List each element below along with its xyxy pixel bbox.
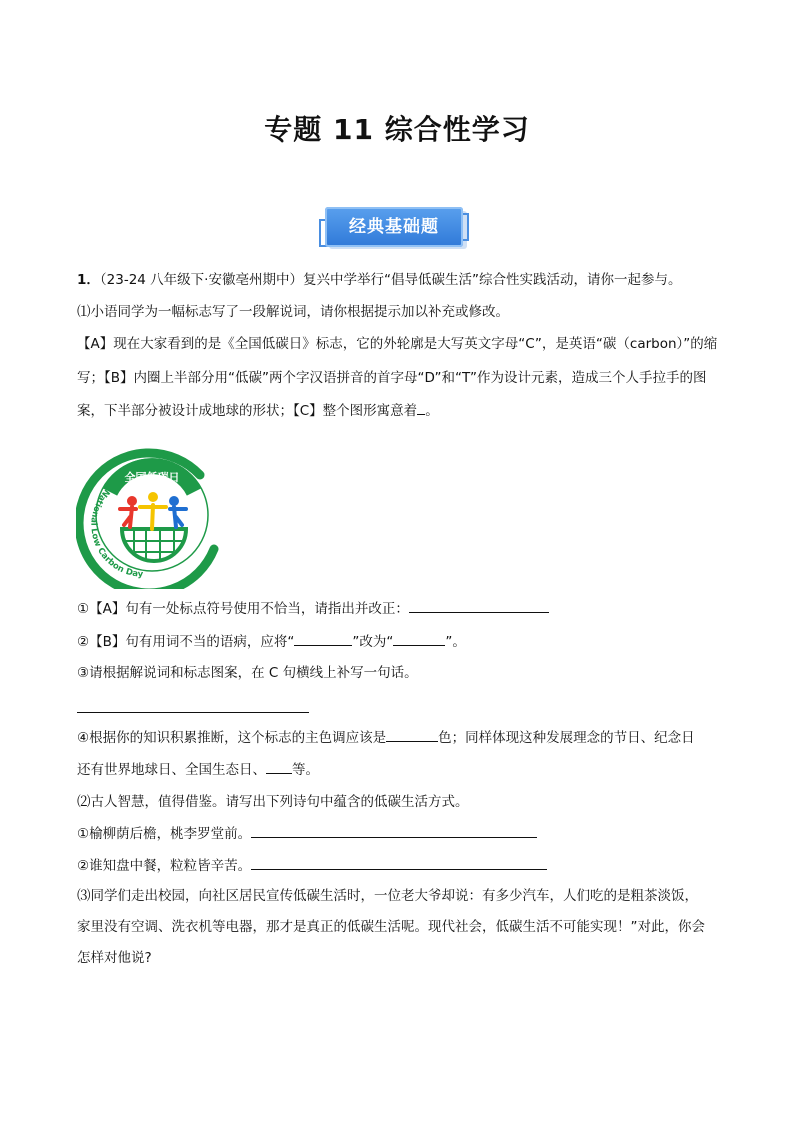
answer-blank-2a[interactable] [294,631,352,646]
person-yellow-icon [140,492,166,529]
question-1-stem [77,270,727,290]
sub-question-2 [77,631,727,652]
answer-line-3[interactable] [77,712,309,713]
section-badge [325,205,471,255]
answer-blank-4a[interactable] [386,727,438,742]
logo-top-text: 全国低碳日 [124,471,180,484]
passage-line-1: 【A】现在大家看到的是《全国低碳日》标志，它的外轮廓是大写英文字母“C”，是英语“碳（carbon）”的缩 [77,336,718,352]
answer-blank-part2a[interactable] [251,823,537,838]
part-1-intro: ⑴小语同学为一幅标志写了一段解说词，请你根据提示加以补充或修改。 [77,304,509,320]
sub-question-3: ③请根据解说词和标志图案，在 C 句横线上补写一句话。 [77,665,418,681]
person-red-icon [120,496,137,527]
sub-question-4-line-2 [77,759,727,780]
answer-blank-part2b[interactable] [251,855,547,870]
answer-blank-c[interactable] [417,400,425,415]
question-stem: 复兴中学举行“倡导低碳生活”综合性实践活动，请你一起参与。 [302,272,682,288]
answer-blank-2b[interactable] [393,631,445,646]
part-2-item-a [77,823,727,844]
sub-question-2-text-c: ”。 [445,634,466,650]
part-3-line-3: 怎样对他说? [77,950,152,966]
part-2-intro: ⑵古人智慧，值得借鉴。请写出下列诗句中蕴含的低碳生活方式。 [77,794,469,810]
globe-icon [122,529,186,561]
page-title: 专题 11 综合性学习 [264,113,530,146]
part-2-item-b [77,855,727,876]
part-3-line-1: ⑶同学们走出校园，向社区居民宣传低碳生活时，一位老大爷却说：有多少汽车，人们吃的是粗茶淡饭， [77,888,698,904]
answer-blank-4b[interactable] [266,759,292,774]
passage-line-3-end: 。 [425,403,439,419]
part-3-line-2: 家里没有空调、洗衣机等电器，那才是真正的低碳生活呢。现代社会，低碳生活不可能实现！”对此，你会 [77,919,705,935]
sub-question-2-text-b: ”改为“ [352,634,394,650]
question-number: 1． [77,272,100,288]
low-carbon-day-logo [76,437,228,589]
sub-question-1 [77,598,727,619]
sub-question-2-text-a: ②【B】句有用词不当的语病，应将“ [77,634,295,650]
section-badge-label: 经典基础题 [325,207,463,247]
sub-question-1-text: ①【A】句有一处标点符号使用不恰当，请指出并改正： [77,601,409,617]
logo-ring-textpath: National Low Carbon Day [88,486,144,580]
passage-line-2: 写；【B】内圈上半部分用“低碳”两个字汉语拼音的首字母“D”和“T”作为设计元素，造成三个人手拉手的图 [77,370,707,386]
question-source: （23-24 八年级下·安徽亳州期中） [99,272,303,288]
part-2-item-b-text: ②谁知盘中餐，粒粒皆辛苦。 [77,858,252,874]
sub-question-4-text-b: 色；同样体现这种发展理念的节日、纪念日 [438,730,695,746]
sub-question-4-text-a: ④根据你的知识积累推断，这个标志的主色调应该是 [77,730,387,746]
passage-line-3 [77,400,727,421]
sub-question-4-line-1 [77,727,727,748]
sub-question-4-text-d: 等。 [292,762,319,778]
answer-blank-1[interactable] [409,598,549,613]
part-2-item-a-text: ①榆柳荫后檐，桃李罗堂前。 [77,826,252,842]
passage-line-3-text: 案，下半部分被设计成地球的形状；【C】整个图形寓意着 [77,403,418,419]
sub-question-4-text-c: 还有世界地球日、全国生态日、 [77,762,266,778]
person-blue-icon [169,496,186,527]
